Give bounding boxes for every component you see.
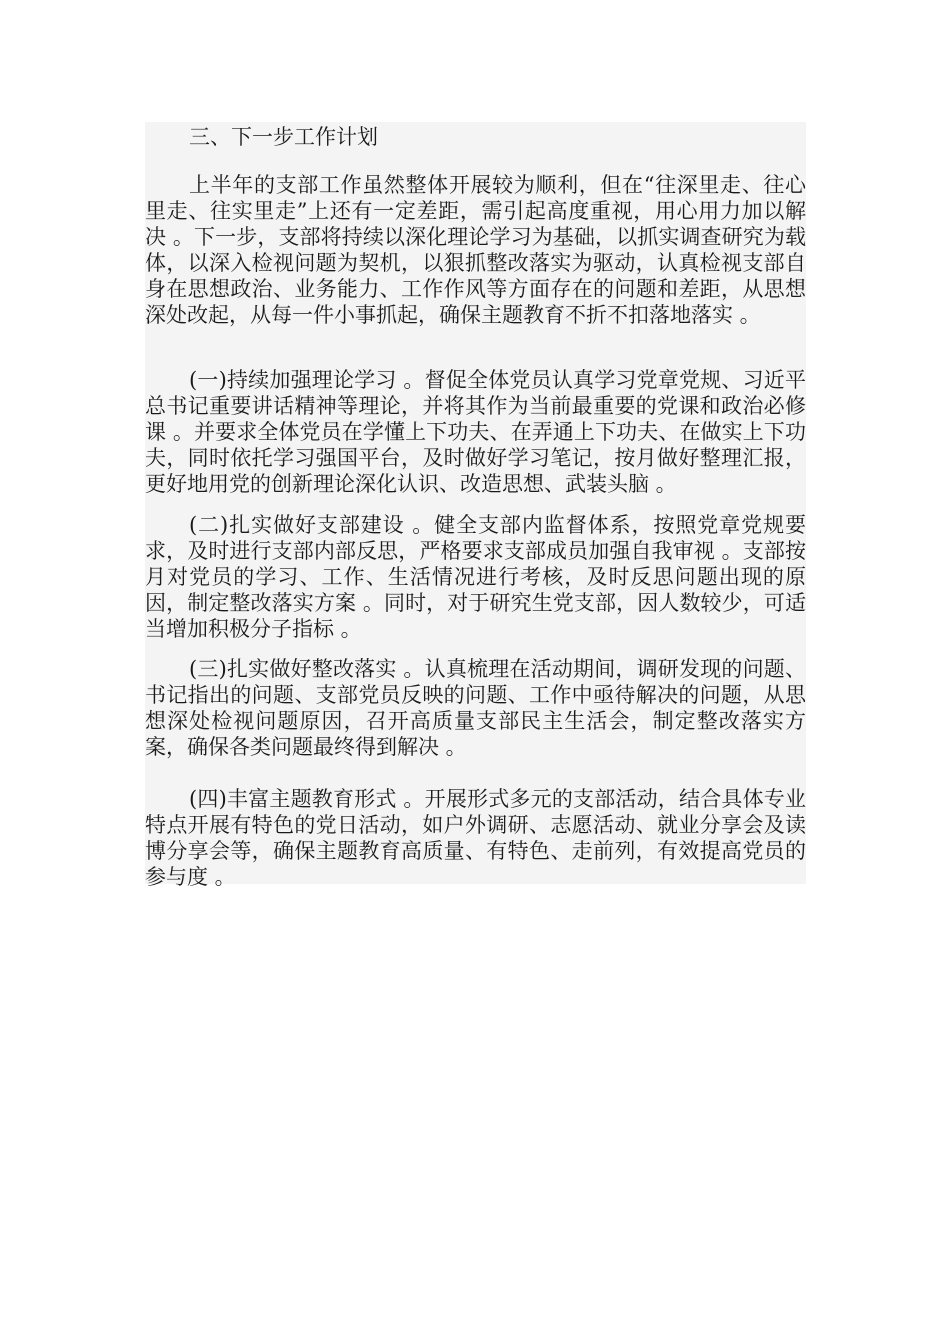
paragraph-rectification: (三)扎实做好整改落实 。认真梳理在活动期间，调研发现的问题、书记指出的问题、支部党员反映的问题、工作中亟待解决的问题，从思想深处检视问题原因，召开高质量支部民主生活会，制定整改落实方案，确保各类问题最终得到解决 。 [145, 657, 806, 759]
text-block [145, 122, 806, 889]
section-heading: 三、下一步工作计划 [189, 125, 378, 149]
paragraph-intro: 上半年的支部工作虽然整体开展较为顺利，但在“往深里走、往心里走、往实里走”上还有一定差距，需引起高度重视，用心用力加以解决 。下一步，支部将持续以深化理论学习为基础，以抓实调查研究为载体，以深入检视问题为契机，以狠抓整改落实为驱动，认真检视支部自身在思想政治、业务能力、工作作风等方面存在的问题和差距，从思想深处改起，从每一件小事抓起，确保主题教育不折不扣落地落实 。 [145, 173, 806, 327]
paragraph-theory-study: (一)持续加强理论学习 。督促全体党员认真学习党章党规、习近平总书记重要讲话精神等理论，并将其作为当前最重要的党课和政治必修课 。并要求全体党员在学懂上下功夫、在弄通上下功夫、在做实上下功夫，同时依托学习强国平台，及时做好学习笔记，按月做好整理汇报，更好地用党的创新理论深化认识、改造思想、武装头脑 。 [145, 368, 806, 496]
paragraph-branch-building: (二)扎实做好支部建设 。健全支部内监督体系，按照党章党规要求，及时进行支部内部反思，严格要求支部成员加强自我审视 。支部按月对党员的学习、工作、生活情况进行考核，及时反思问题出现的原因，制定整改落实方案 。同时，对于研究生党支部，因人数较少，可适当增加积极分子指标 。 [145, 513, 806, 641]
paragraph-education-forms: (四)丰富主题教育形式 。开展形式多元的支部活动，结合具体专业特点开展有特色的党日活动，如户外调研、志愿活动、就业分享会及读博分享会等，确保主题教育高质量、有特色、走前列，有效提高党员的参与度 。 [145, 787, 806, 889]
